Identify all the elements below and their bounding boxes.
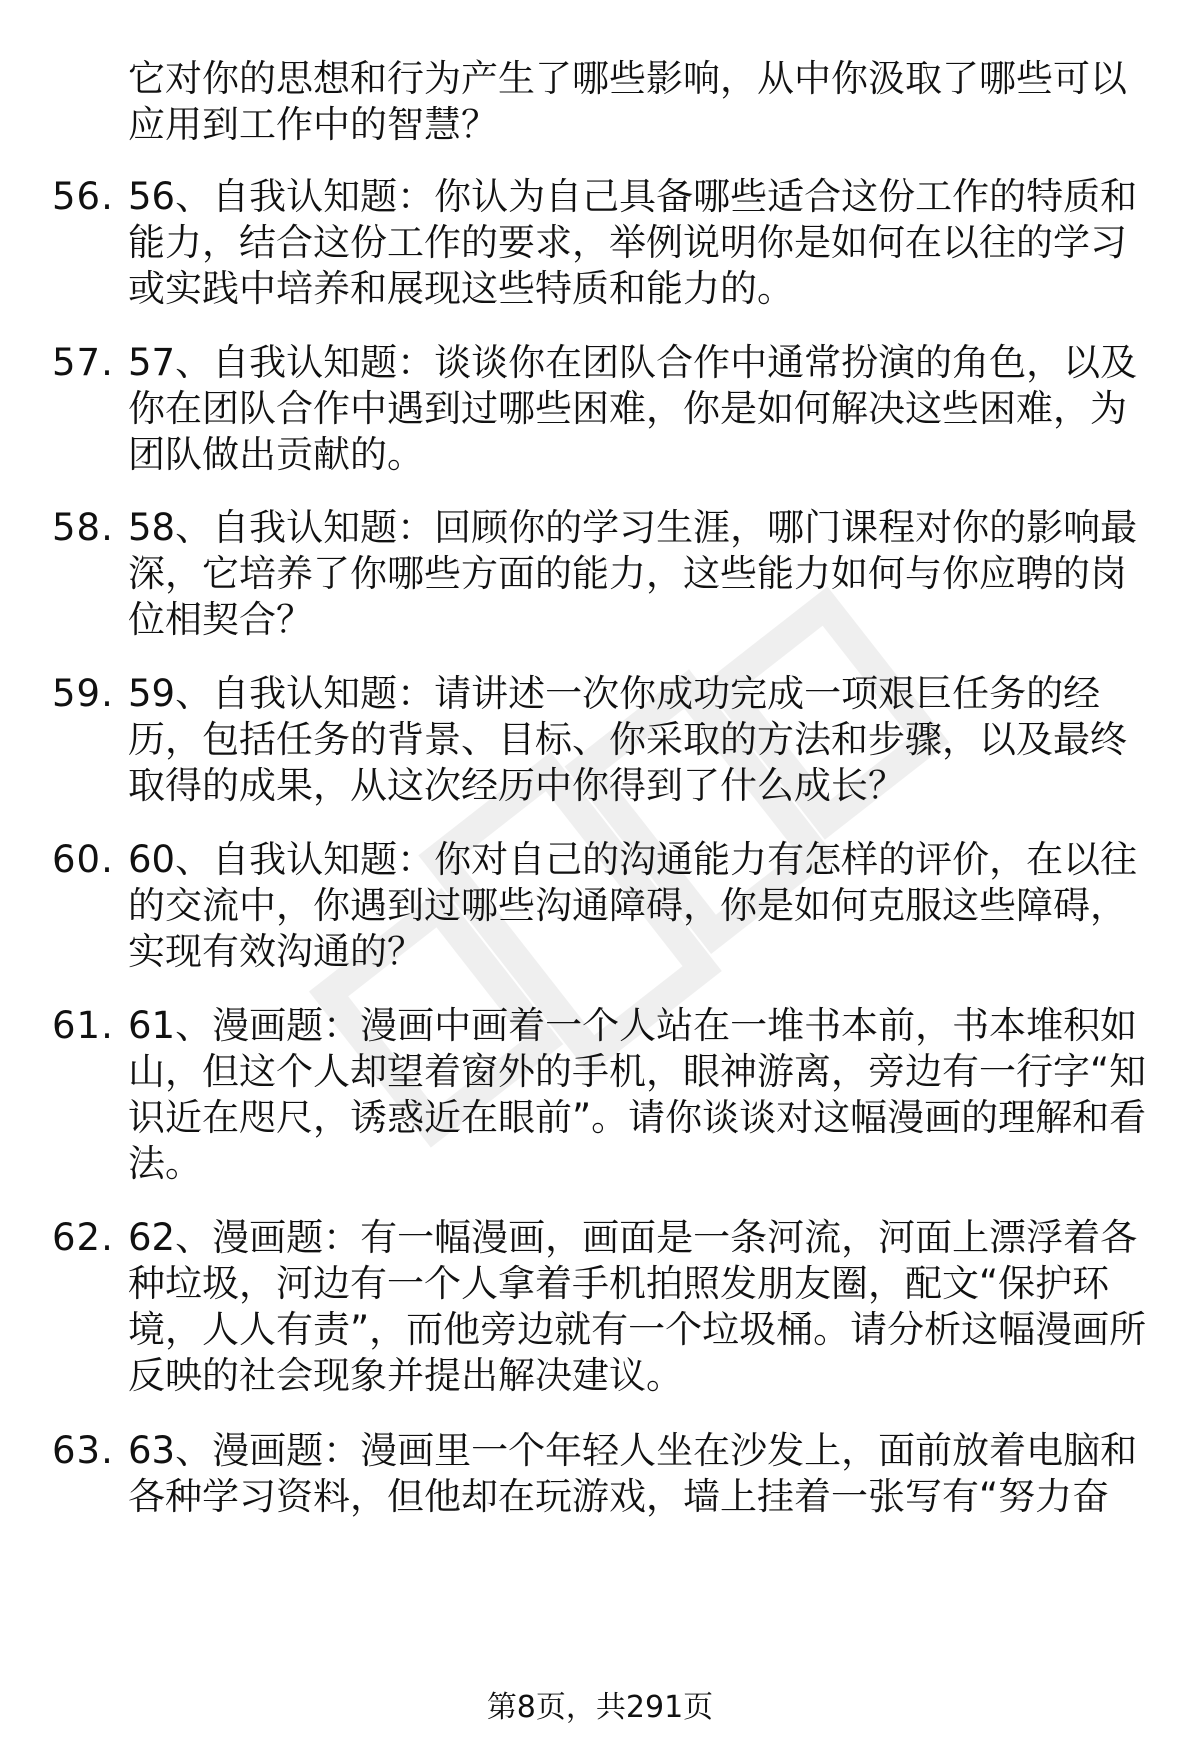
question-number: 59. bbox=[52, 672, 114, 715]
page-number-footer: 第8页，共291页 bbox=[486, 1690, 714, 1725]
question-number: 58. bbox=[52, 506, 114, 549]
question-text: 59、自我认知题：请讲述一次你成功完成一项艰巨任务的经历，包括任务的背景、目标、你采取的方法和步骤，以及最终取得的成果，从这次经历中你得到了什么成长？ bbox=[128, 672, 1127, 807]
question-text: 63、漫画题：漫画里一个年轻人坐在沙发上，面前放着电脑和各种学习资料，但他却在玩游戏，墙上挂着一张写有“努力奋 bbox=[128, 1429, 1138, 1518]
continuation-text: 它对你的思想和行为产生了哪些影响，从中你汲取了哪些可以应用到工作中的智慧？ bbox=[128, 57, 1127, 146]
question-text: 57、自我认知题：谈谈你在团队合作中通常扮演的角色，以及你在团队合作中遇到过哪些困难，你是如何解决这些困难，为团队做出贡献的。 bbox=[128, 341, 1138, 476]
question-number: 60. bbox=[52, 838, 114, 881]
question-number: 56. bbox=[52, 175, 114, 218]
question-text: 62、漫画题：有一幅漫画，画面是一条河流，河面上漂浮着各种垃圾，河边有一个人拿着手机拍照发朋友圈，配文“保护环境，人人有责”，而他旁边就有一个垃圾桶。请分析这幅漫画所反映的社会现象并提出解决建议。 bbox=[128, 1216, 1147, 1397]
question-number: 62. bbox=[52, 1216, 114, 1259]
question-text: 58、自我认知题：回顾你的学习生涯，哪门课程对你的影响最深，它培养了你哪些方面的能力，这些能力如何与你应聘的岗位相契合？ bbox=[128, 506, 1138, 641]
question-number: 61. bbox=[52, 1004, 114, 1047]
question-text: 61、漫画题：漫画中画着一个人站在一堆书本前，书本堆积如山，但这个人却望着窗外的手机，眼神游离，旁边有一行字“知识近在咫尺，诱惑近在眼前”。请你谈谈对这幅漫画的理解和看法。 bbox=[128, 1004, 1147, 1185]
question-text: 60、自我认知题：你对自己的沟通能力有怎样的评价，在以往的交流中，你遇到过哪些沟通障碍，你是如何克服这些障碍，实现有效沟通的？ bbox=[128, 838, 1138, 973]
question-number: 63. bbox=[52, 1429, 114, 1472]
question-text: 56、自我认知题：你认为自己具备哪些适合这份工作的特质和能力，结合这份工作的要求，举例说明你是如何在以往的学习或实践中培养和展现这些特质和能力的。 bbox=[128, 175, 1138, 310]
question-number: 57. bbox=[52, 341, 114, 384]
